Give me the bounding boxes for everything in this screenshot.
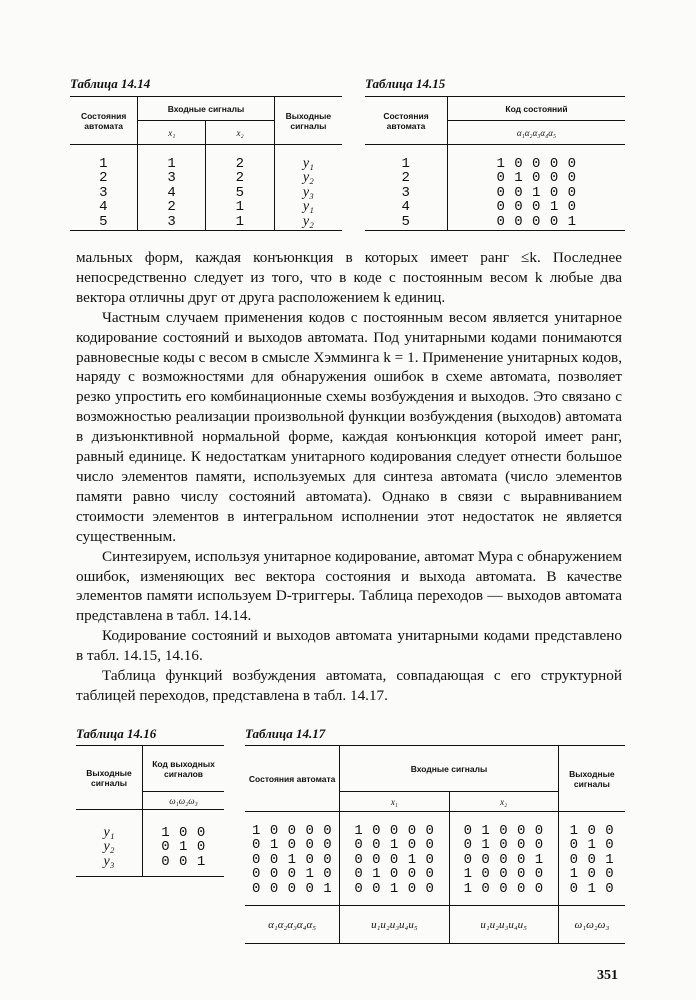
t15-code-3: 0 0 1 0 0: [448, 186, 626, 201]
t14-x2-5: 1: [206, 215, 274, 231]
t17-foot-state: α₁α₂α₃α₄α₅: [268, 918, 317, 931]
t17-foot-x2: u₁u₂u₃u₄u₅: [449, 906, 558, 944]
t17-x2-4: 1 0 0 0 0: [449, 867, 558, 882]
table-14-15: [365, 96, 625, 231]
t14-x1-3: 4: [138, 186, 206, 201]
t14-x2-2: 2: [206, 171, 274, 186]
t14-x2-3: 5: [206, 186, 274, 201]
t16-sub-code: ω₁ω₂ω₃: [143, 792, 225, 810]
t16-out-2: y₂: [103, 839, 115, 854]
t14-x2-4: 1: [206, 200, 274, 215]
t16-head-code: Код выходных сигналов: [143, 746, 225, 792]
t17-foot-x1: u₁u₂u₃u₄u₅: [340, 906, 449, 944]
t17-state-2: 0 1 0 0 0: [252, 837, 333, 853]
t14-state-1: 1: [99, 155, 109, 172]
t15-state-5: 5: [401, 214, 411, 230]
t17-state-3: 0 0 1 0 0: [252, 851, 333, 868]
t15-state-4: 4: [401, 199, 411, 215]
t15-code-2: 0 1 0 0 0: [448, 171, 626, 186]
table-14-14: [70, 96, 342, 231]
t16-out-3: y₃: [103, 853, 115, 869]
t14-head-outputs: Выходные сигналы: [274, 97, 342, 145]
t15-code-4: 0 0 0 1 0: [448, 200, 626, 215]
t17-x1-2: 0 0 1 0 0: [340, 838, 449, 853]
body-text: [76, 248, 622, 706]
t14-state-2: 2: [99, 170, 109, 186]
t15-code-5: 0 0 0 0 1: [448, 215, 626, 231]
t14-state-3: 3: [99, 184, 109, 201]
t14-head-state: Состояния автомата: [80, 110, 127, 131]
t17-sub-x1: x₁: [340, 792, 449, 812]
t14-out-5: y₂: [274, 215, 342, 231]
t16-head-out: Выходные сигналы: [86, 767, 132, 788]
paragraph-2: Частным случаем применения кодов с постоянным весом является унитарное кодирование состояний и выходов автомата. Под унитарными кодами понимаются равновесные коды с весом в смысле Хэмминга k = 1. Применение унитарных кодов, наряду с возможностями для обнаружения ошибок в схеме автомата, позволяет резко упростить его комбинационные схемы возбуждения и выходов. Это связано с возможностью реализации произвольной функции возбуждения (выходов) автомата в дизъюнктивной нормальной форме, каждая конъюнкция которой имеет ранг, равный единице. К недостаткам унитарного кодирования следует отнести большое число элементов памяти, используемых для синтеза автомата (число элементов памяти равно числу состояний автомата). Однако в связи с выравниванием стоимости элементов в интегральном исполнении этот недостаток не является существенным.: [76, 308, 622, 545]
table-14-14-caption: Таблица 14.14: [70, 76, 151, 91]
paragraph-3: Синтезируем, используя унитарное кодирование, автомат Мура с обнаружением ошибок, изменяющих вес вектора состояния и выхода автомата. В качестве элементов памяти используем D-триггеры. Таблица переходов — выходов автомата представлена в табл. 14.14.: [76, 547, 622, 625]
paragraph-1: мальных форм, каждая конъюнкция в которых имеет ранг ≤k. Последнее непосредственно следует из того, что в коде с постоянным весом k любые два вектора отличны друг от друга расположением k единиц.: [76, 249, 622, 306]
t14-x1-1: 1: [138, 157, 206, 172]
t16-out-1: y₁: [103, 824, 115, 840]
t17-sub-x2: x₂: [449, 792, 558, 812]
t14-x1-4: 2: [138, 200, 206, 215]
t14-state-5: 5: [99, 214, 109, 230]
t17-out-3: 0 0 1: [558, 853, 625, 868]
t16-code-1: 1 0 0: [143, 826, 225, 841]
t14-out-4: y₁: [274, 200, 342, 215]
t14-x1-2: 3: [138, 171, 206, 186]
t15-state-2: 2: [401, 170, 411, 186]
t14-sub-x1: x₁: [138, 121, 206, 145]
t17-head-state: Состояния автомата: [248, 773, 336, 784]
table-14-15-caption: Таблица 14.15: [365, 76, 446, 91]
t17-x2-3: 0 0 0 0 1: [449, 853, 558, 868]
t15-head-code: Код состояний: [448, 97, 626, 121]
paragraph-4: Кодирование состояний и выходов автомата унитарными кодами представлено в табл. 14.15, 14.16.: [76, 627, 622, 665]
t14-x2-1: 2: [206, 157, 274, 172]
t15-code-1: 1 0 0 0 0: [448, 157, 626, 172]
t14-out-2: y₂: [274, 171, 342, 186]
table-14-17-caption: Таблица 14.17: [245, 726, 326, 741]
t17-x2-2: 0 1 0 0 0: [449, 838, 558, 853]
t17-x1-4: 0 1 0 0 0: [340, 867, 449, 882]
t17-out-4: 1 0 0: [558, 867, 625, 882]
t14-out-3: y₃: [274, 186, 342, 201]
t17-out-1: 1 0 0: [558, 824, 625, 839]
t15-head-state: Состояния автомата: [383, 110, 429, 131]
t17-x2-5: 1 0 0 0 0: [449, 882, 558, 906]
t17-out-2: 0 1 0: [558, 838, 625, 853]
t14-x1-5: 3: [138, 215, 206, 231]
page-number: 351: [597, 968, 618, 983]
t17-x1-5: 0 0 1 0 0: [340, 882, 449, 906]
t17-x1-1: 1 0 0 0 0: [340, 824, 449, 839]
t14-head-inputs: Входные сигналы: [138, 97, 275, 121]
t15-state-1: 1: [401, 155, 411, 172]
t15-sub-code: α₁α₂α₃α₄α₅: [448, 121, 626, 145]
t17-x2-1: 0 1 0 0 0: [449, 824, 558, 839]
t17-state-4: 0 0 0 1 0: [252, 866, 333, 882]
t14-state-4: 4: [99, 199, 109, 215]
t17-head-outputs: Выходные сигналы: [558, 746, 625, 812]
t17-state-5: 0 0 0 0 1: [252, 880, 333, 897]
t17-out-5: 0 1 0: [558, 882, 625, 906]
table-14-16-caption: Таблица 14.16: [76, 726, 157, 741]
t14-out-1: y₁: [274, 157, 342, 172]
table-14-16: [76, 745, 224, 877]
t17-x1-3: 0 0 0 1 0: [340, 853, 449, 868]
t17-head-inputs: Входные сигналы: [340, 746, 559, 792]
t14-sub-x2: x₂: [206, 121, 274, 145]
t16-code-3: 0 0 1: [143, 855, 225, 877]
t15-state-3: 3: [401, 184, 411, 201]
t17-state-1: 1 0 0 0 0: [252, 822, 333, 839]
table-14-17: [245, 745, 625, 944]
t17-foot-out: ω₁ω₂ω₃: [558, 906, 625, 944]
t16-code-2: 0 1 0: [143, 840, 225, 855]
paragraph-5: Таблица функций возбуждения автомата, совпадающая с его структурной таблицей переходов, представлена в табл. 14.17.: [76, 667, 622, 704]
